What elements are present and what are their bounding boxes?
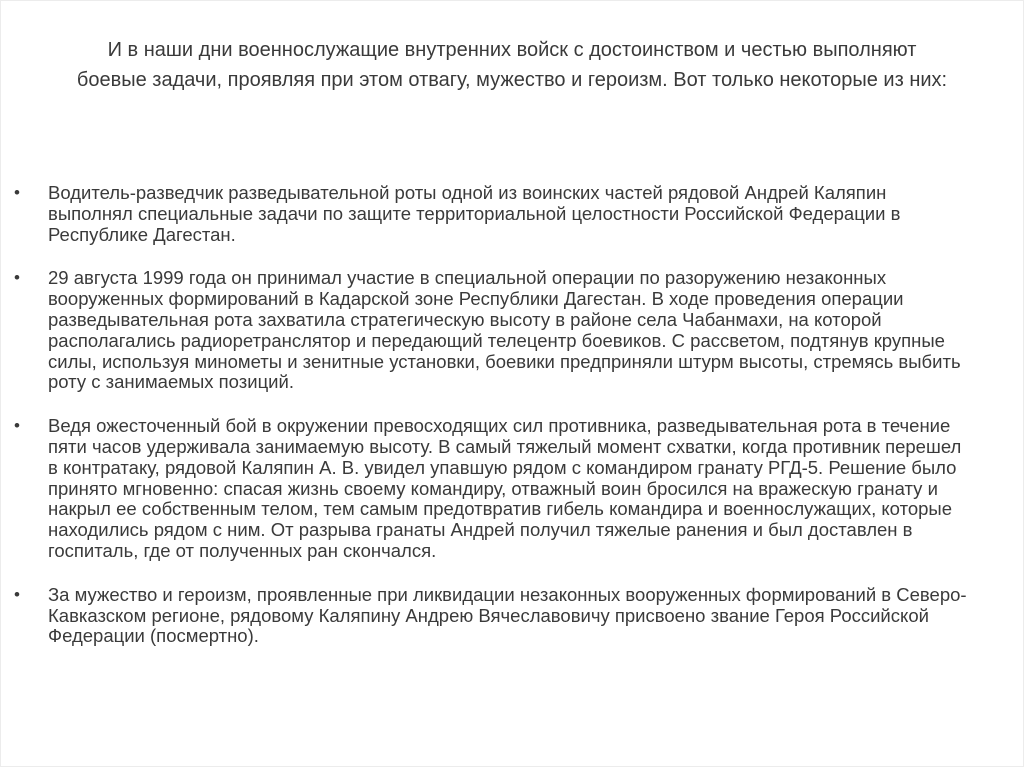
bullet-icon: •	[14, 416, 20, 436]
list-item	[14, 585, 1023, 647]
bullet-list	[14, 183, 1023, 647]
bullet-text: За мужество и героизм, проявленные при ликвидации незаконных вооруженных формирований в Северо-Кавказском регионе, рядовому Каляпину Андрею Вячеславовичу присвоено звание Героя Российской Федерации (посмертно).	[48, 583, 967, 647]
bullet-text: Ведя ожесточенный бой в окружении превосходящих сил противника, разведывательная рота в течение пяти часов удерживала занимаемую высоту. В самый тяжелый момент схватки, когда противник перешел в контратаку, рядовой Каляпин А. В. увидел упавшую рядом с командиром гранату РГД-5. Решение было принято мгновенно: спасая жизнь своему командиру, отважный воин бросился на вражескую гранату и накрыл ее собственным телом, тем самым предотвратив гибель командира и военнослужащих, которые находились рядом с ним. От разрыва гранаты Андрей получил тяжелые ранения и был доставлен в госпиталь, где от полученных ран скончался.	[48, 415, 962, 561]
list-item	[14, 268, 1023, 393]
bullet-text: 29 августа 1999 года он принимал участие в специальной операции по разоружению незаконных вооруженных формирований в Кадарской зоне Республики Дагестан. В ходе проведения операции разведывательная рота захватила стратегическую высоту в районе села Чабанмахи, на которой располагались радиоретранслятор и передающий телецентр боевиков. С рассветом, подтянув крупные силы, используя минометы и зенитные установки, боевики предприняли штурм высоты, стремясь выбить роту с занимаемых позиций.	[48, 267, 961, 393]
bullet-text: Водитель-разведчик разведывательной роты одной из воинских частей рядовой Андрей Каляпин выполнял специальные задачи по защите территориальной целостности Российской Федерации в Республике Дагестан.	[48, 182, 901, 245]
list-item	[14, 183, 1023, 245]
list-item	[14, 416, 1023, 562]
bullet-icon: •	[14, 268, 20, 288]
bullet-icon: •	[14, 183, 20, 202]
bullet-icon: •	[14, 584, 20, 604]
slide-title: И в наши дни военнослужащие внутренних войск с достоинством и честью выполняют боевые задачи, проявляя при этом отвагу, мужество и героизм. Вот только некоторые из них:	[76, 39, 948, 91]
